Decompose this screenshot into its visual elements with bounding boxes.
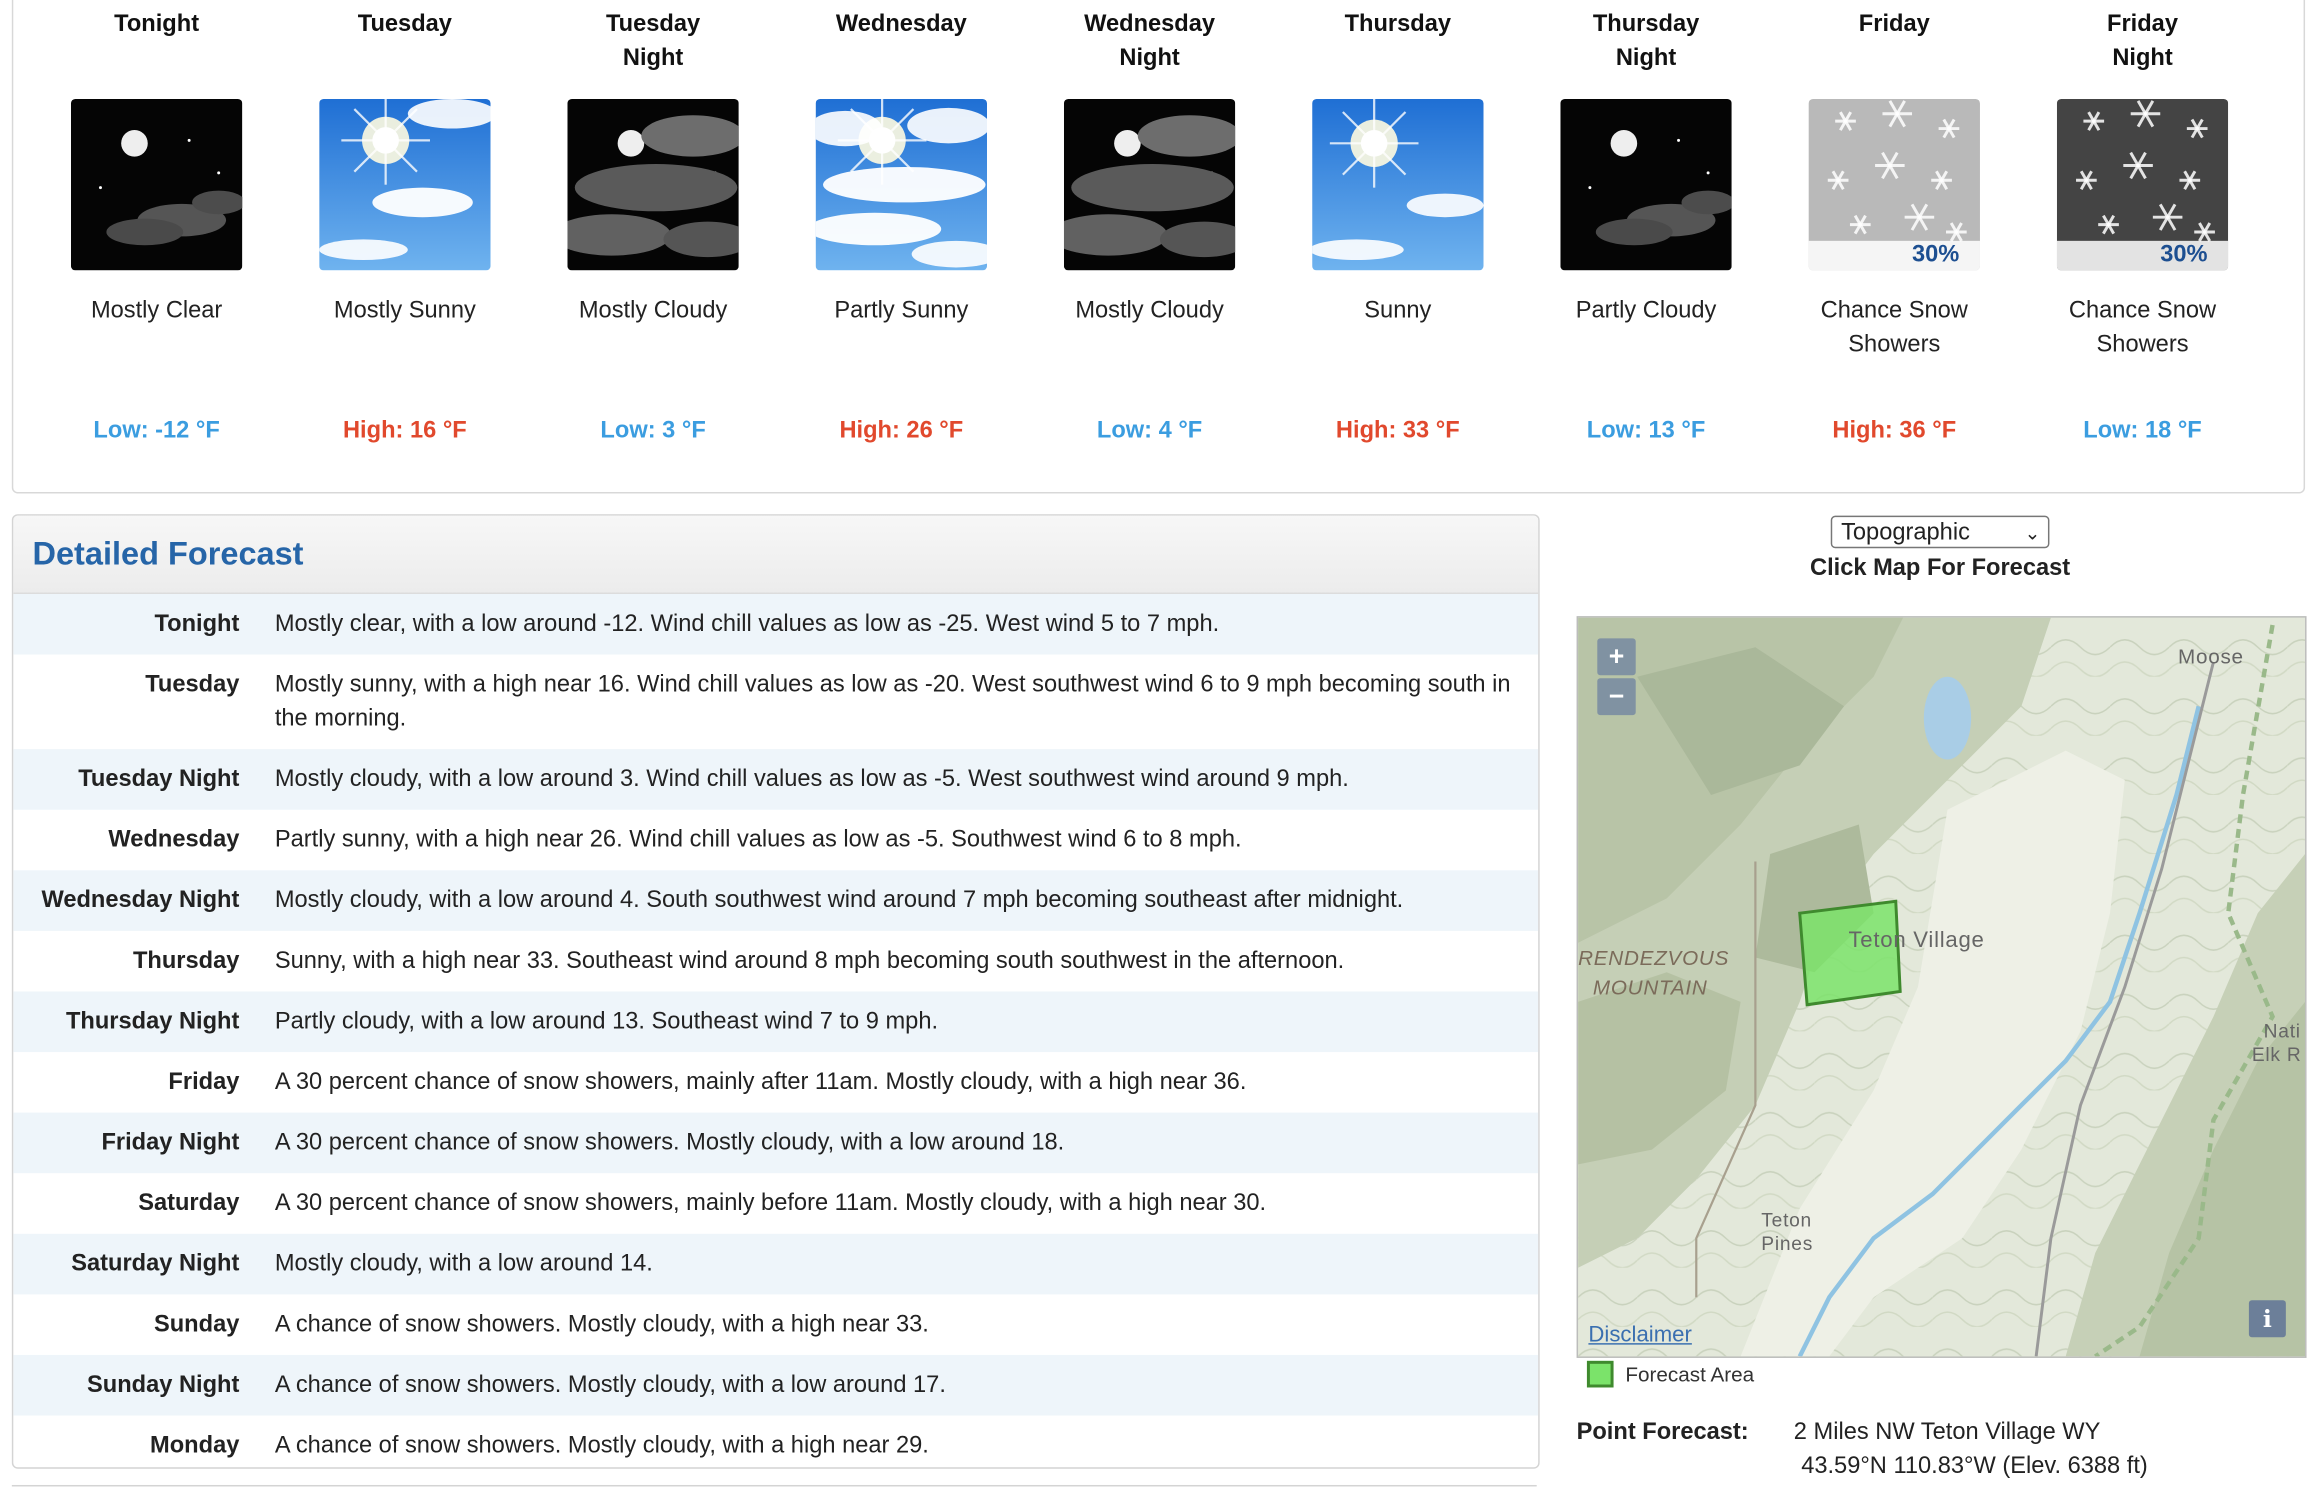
detailed-forecast-list [13,594,1538,1469]
zoom-in-button[interactable]: + [1597,638,1635,675]
forecast-period[interactable] [1770,1,2018,444]
period-name: Thursday Night [1592,11,1700,71]
temperature: Low: 3 °F [600,418,706,444]
detailed-forecast-row [13,655,1538,750]
map-label-mountain: MOUNTAIN [1592,975,1708,999]
period-name: Tonight [114,11,200,37]
weather-night-scattered-clouds-icon[interactable] [1560,99,1731,270]
temperature: High: 16 °F [342,418,467,444]
detailed-forecast-row [13,1416,1538,1469]
click-map-hint: Click Map For Forecast [1810,555,2071,581]
period-name: Friday [1858,11,1930,37]
precip-chance: 30% [2057,241,2228,271]
weather-night-broken-clouds-icon[interactable] [567,99,738,270]
disclaimer-link[interactable]: Disclaimer [1588,1322,1692,1348]
period-name: Tuesday [357,11,452,37]
short-description: Partly Sunny [834,298,969,324]
zoom-out-button[interactable]: − [1597,678,1635,715]
detailed-forecast-row [13,931,1538,992]
temperature: Low: 13 °F [1586,418,1706,444]
forecast-period[interactable] [281,1,529,444]
row-period-label: Friday [168,1069,240,1095]
map-legend [1587,1361,1754,1388]
row-period-label: Thursday Night [65,1009,240,1035]
forecast-period[interactable] [2018,1,2266,444]
row-forecast-text: Mostly cloudy, with a low around 3. Wind chill values as low as -5. West southwest wind around 9 mph. [274,766,1349,792]
divider [12,1485,1537,1486]
row-forecast-text: Mostly clear, with a low around -12. Wind chill values as low as -25. West wind 5 to 7 mph. [274,611,1220,637]
map-label-rendezvous: RENDEZVOUS [1578,945,1730,970]
temperature: Low: 18 °F [2083,418,2202,444]
point-forecast-location: 2 Miles NW Teton Village WY [1793,1419,2101,1446]
short-description: Partly Cloudy [1575,298,1717,324]
forecast-period[interactable] [1025,1,1273,444]
map-label-teton-pines: Teton [1761,1208,1812,1231]
period-name: Wednesday [835,11,967,37]
point-forecast-label: Point Forecast: [1576,1419,1749,1446]
row-forecast-text: Partly cloudy, with a low around 13. Southeast wind 7 to 9 mph. [274,1009,939,1035]
period-name: Tuesday Night [606,11,701,71]
row-forecast-text: Mostly cloudy, with a low around 4. South southwest wind around 7 mph becoming southeast after midnight. [274,888,1404,914]
detailed-forecast-row [13,749,1538,810]
seven-day-forecast [12,0,2305,494]
row-forecast-text: A 30 percent chance of snow showers. Mostly cloudy, with a low around 18. [274,1130,1065,1156]
map-controls [1575,514,2305,582]
detailed-forecast-title: Detailed Forecast [13,516,1538,594]
row-forecast-text: A 30 percent chance of snow showers, mainly after 11am. Mostly cloudy, with a high near 36. [274,1069,1247,1095]
temperature: High: 36 °F [1832,418,1957,444]
temperature: High: 26 °F [839,418,964,444]
short-description: Sunny [1364,298,1432,324]
row-forecast-text: Mostly sunny, with a high near 16. Wind chill values as low as -20. West southwest wind 6 to 9 mph becoming south in the morning. [274,672,1511,732]
detailed-forecast-row [13,1234,1538,1295]
detailed-forecast-row [13,1052,1538,1113]
row-period-label: Sunday [153,1312,240,1338]
period-name: Thursday [1344,11,1452,37]
forecast-period[interactable] [33,1,281,444]
row-period-label: Wednesday [108,827,240,853]
detailed-forecast-row [13,1355,1538,1416]
row-period-label: Wednesday Night [41,888,240,914]
precip-chance: 30% [1809,241,1980,271]
row-period-label: Friday Night [101,1130,240,1156]
info-icon[interactable]: i [2249,1300,2286,1337]
row-period-label: Tonight [154,611,240,637]
short-description: Mostly Cloudy [578,298,728,324]
short-description: Chance Snow Showers [1820,298,1968,358]
row-forecast-text: Sunny, with a high near 33. Southeast wind around 8 mph becoming south southwest in the afternoon. [274,948,1345,974]
row-forecast-text: A chance of snow showers. Mostly cloudy, with a high near 33. [274,1312,929,1338]
row-forecast-text: A 30 percent chance of snow showers, mainly before 11am. Mostly cloudy, with a high near 30. [274,1190,1267,1217]
detailed-forecast-row [13,1113,1538,1174]
row-period-label: Tuesday Night [78,766,240,792]
row-forecast-text: A chance of snow showers. Mostly cloudy, with a low around 17. [274,1372,946,1398]
detailed-forecast-row [13,810,1538,871]
weather-day-snow-icon[interactable] [1809,99,1980,270]
row-period-label: Thursday [132,948,240,974]
row-period-label: Tuesday [145,672,240,698]
detailed-forecast-row [13,1294,1538,1355]
weather-night-broken-clouds-icon[interactable] [1064,99,1235,270]
forecast-period[interactable] [1274,1,1522,444]
zoom-controls [1597,638,1635,718]
weather-day-clear-icon[interactable] [1312,99,1483,270]
row-forecast-text: Partly sunny, with a high near 26. Wind chill values as low as -5. Southwest wind 6 to 8 mph. [274,827,1242,853]
forecast-area-swatch [1587,1361,1614,1388]
forecast-period[interactable] [1522,1,1770,444]
row-forecast-text: Mostly cloudy, with a low around 14. [274,1251,653,1277]
row-period-label: Saturday [138,1190,240,1217]
row-period-label: Sunday Night [87,1372,240,1398]
short-description: Mostly Clear [90,298,223,324]
period-name: Friday Night [2107,11,2178,71]
map-label-national: Nati [2263,1019,2301,1042]
detailed-forecast-row [13,594,1538,655]
forecast-period[interactable] [529,1,777,444]
map-label-moose: Moose [2177,644,2244,668]
map-layer-select[interactable] [1831,516,2050,549]
map-label-elk-refuge: Elk R [2251,1043,2302,1066]
detailed-forecast-panel [12,514,1540,1469]
weather-night-few-clouds-icon[interactable] [71,99,242,270]
row-period-label: Monday [150,1433,240,1459]
chevron-down-icon: ⌄ [2024,521,2041,544]
short-description: Chance Snow Showers [2068,298,2217,358]
legend-label: Forecast Area [1625,1362,1755,1386]
weather-night-snow-icon[interactable] [2057,99,2228,270]
detailed-forecast-row [13,991,1538,1052]
period-name: Wednesday Night [1084,11,1216,71]
short-description: Mostly Sunny [333,298,476,324]
weather-day-few-clouds-icon[interactable] [319,99,490,270]
forecast-period[interactable] [777,1,1025,444]
map-layer-select-value: Topographic [1841,520,1970,546]
temperature: Low: -12 °F [93,418,220,444]
temperature: High: 33 °F [1335,418,1460,444]
forecast-map[interactable] [1577,616,2307,1358]
row-forecast-text: A chance of snow showers. Mostly cloudy, with a high near 29. [274,1433,929,1459]
detailed-forecast-row [13,1173,1538,1234]
weather-day-scattered-clouds-icon[interactable] [816,99,987,270]
map-label-teton-village: Teton Village [1848,927,1985,954]
row-period-label: Saturday Night [71,1251,240,1277]
point-forecast-coordinates: 43.59°N 110.83°W (Elev. 6388 ft) [1801,1453,2148,1480]
detailed-forecast-row [13,870,1538,931]
short-description: Mostly Cloudy [1075,298,1224,324]
temperature: Low: 4 °F [1096,418,1203,444]
map-label-pines: Pines [1761,1232,1814,1255]
